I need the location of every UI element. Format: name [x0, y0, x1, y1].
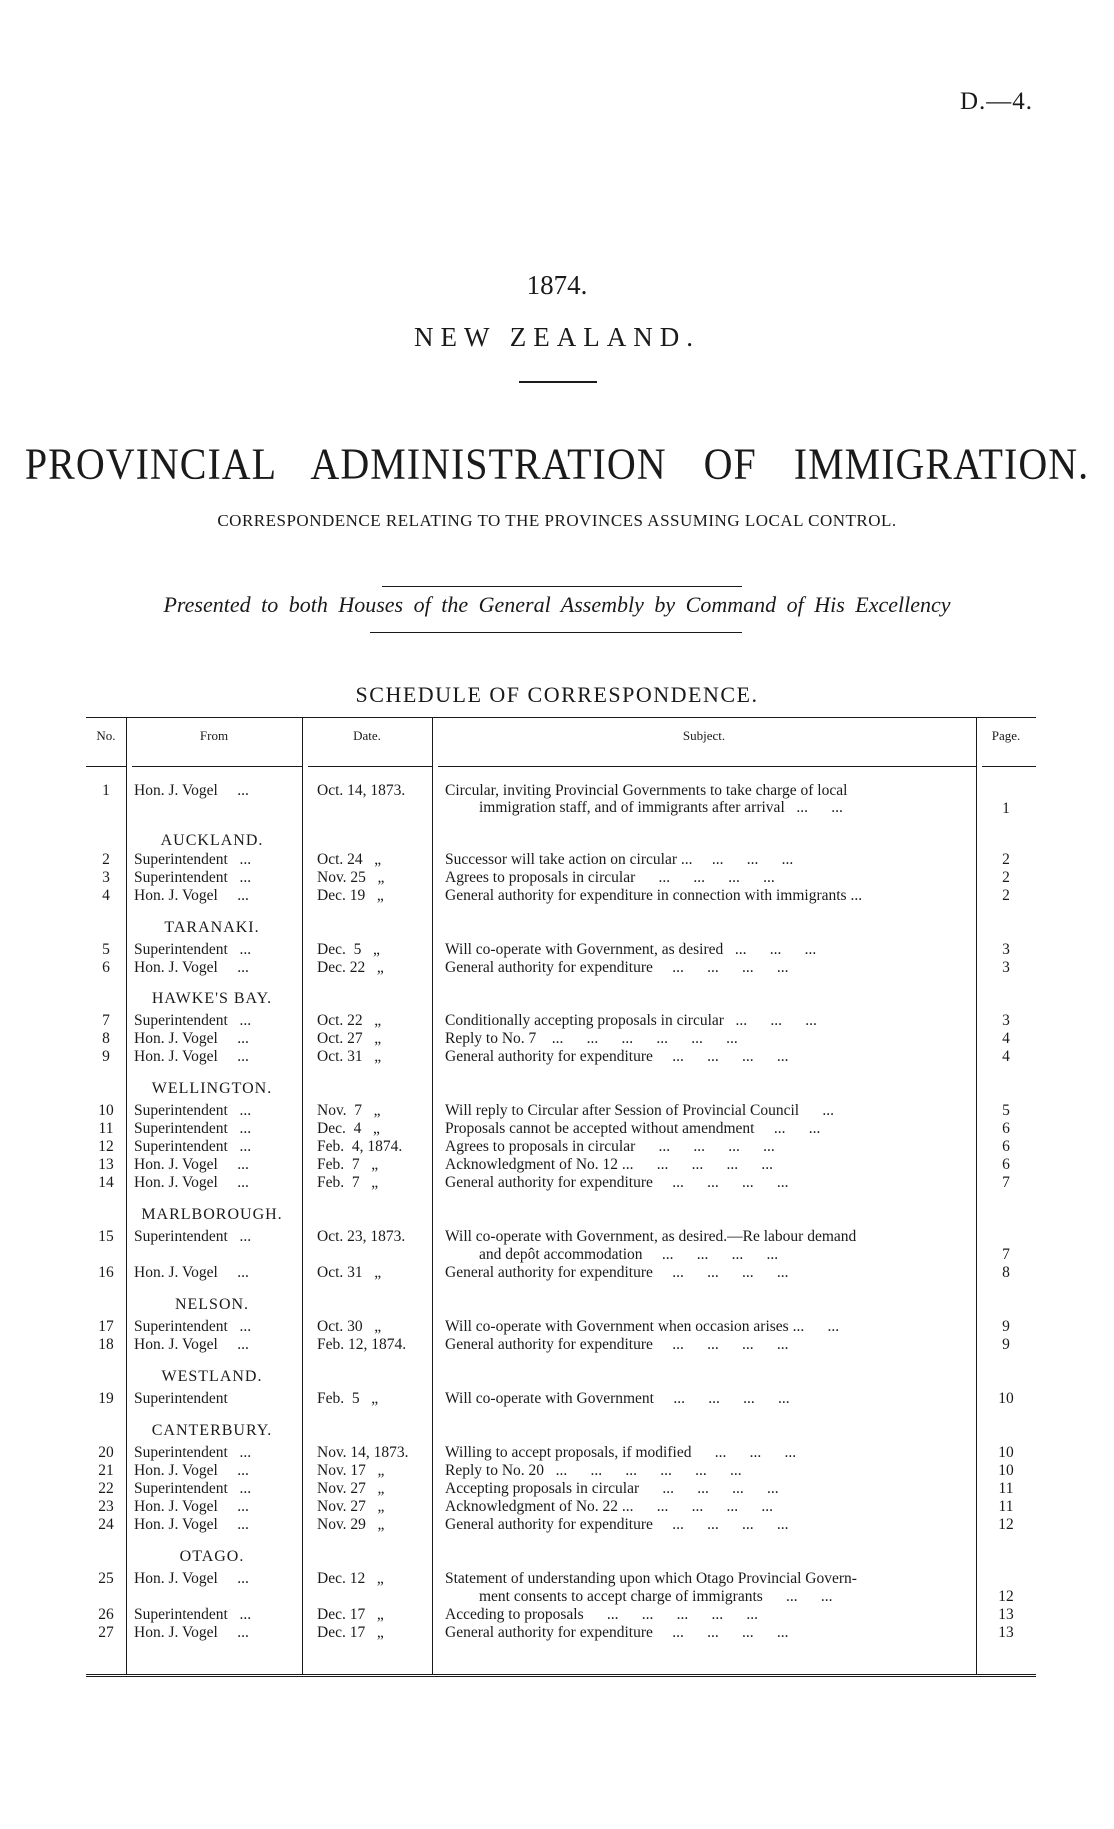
row-number: 25 [98, 1570, 114, 1587]
row-page: 6 [1002, 1156, 1010, 1173]
province-heading: CANTERBURY. [151, 1422, 273, 1439]
row-page: 12 [998, 1588, 1014, 1605]
row-from: Superintendent ... [134, 941, 252, 958]
row-number: 2 [102, 851, 110, 868]
province-heading: AUCKLAND. [160, 832, 264, 849]
header-rule [308, 766, 432, 767]
row-subject: General authority for expenditure ... ... ... ... [445, 1516, 789, 1533]
row-page: 9 [1002, 1336, 1010, 1353]
row-page: 11 [998, 1480, 1014, 1497]
row-from: Hon. J. Vogel ... [134, 1624, 249, 1641]
row-from: Superintendent ... [134, 869, 252, 886]
row-from: Hon. J. Vogel ... [134, 1462, 249, 1479]
row-subject-continued: and depôt accommodation ... ... ... ... [479, 1246, 779, 1263]
row-subject: General authority for expenditure ... ... ... ... [445, 1174, 789, 1191]
column-header-from: From [199, 728, 229, 743]
row-date: Dec. 19 „ [317, 887, 384, 904]
province-heading: NELSON. [174, 1296, 250, 1313]
row-subject: Will co-operate with Government, as desired.—Re labour demand [445, 1228, 857, 1245]
row-page: 10 [998, 1444, 1014, 1461]
column-header-subject: Subject. [682, 728, 726, 743]
presented-line: Presented to both Houses of the General Assembly by Command of His Excellency [163, 592, 951, 617]
row-from: Superintendent ... [134, 1012, 252, 1029]
row-number: 1 [102, 782, 110, 799]
row-from: Superintendent [134, 1390, 228, 1407]
row-page: 12 [998, 1516, 1014, 1533]
row-subject: Acknowledgment of No. 22 ... ... ... ... ... [445, 1498, 774, 1515]
document-reference: D.—4. [960, 88, 1034, 115]
schedule-title: SCHEDULE OF CORRESPONDENCE. [355, 682, 759, 707]
country-heading: NEW ZEALAND. [414, 322, 700, 352]
province-heading: WESTLAND. [161, 1368, 263, 1385]
row-from: Superintendent ... [134, 1120, 252, 1137]
row-subject: General authority for expenditure ... ... ... ... [445, 1048, 789, 1065]
table-top-rule [86, 717, 1036, 718]
row-number: 20 [98, 1444, 114, 1461]
row-number: 8 [102, 1030, 110, 1047]
divider [519, 381, 597, 383]
row-number: 18 [98, 1336, 114, 1353]
row-number: 11 [98, 1120, 114, 1137]
row-number: 16 [98, 1264, 114, 1281]
row-date: Nov. 25 „ [317, 869, 385, 886]
row-page: 4 [1002, 1048, 1010, 1065]
row-from: Superintendent ... [134, 1444, 252, 1461]
row-date: Dec. 17 „ [317, 1606, 384, 1623]
page-title: PROVINCIAL ADMINISTRATION OF IMMIGRATION. [24, 438, 1090, 489]
row-number: 13 [98, 1156, 114, 1173]
row-subject: Agrees to proposals in circular ... ... ... ... [445, 869, 775, 886]
province-heading: TARANAKI. [164, 919, 260, 936]
row-date: Nov. 27 „ [317, 1480, 385, 1497]
row-subject: Will co-operate with Government, as desired ... ... ... [445, 941, 817, 958]
row-from: Hon. J. Vogel ... [134, 782, 249, 799]
province-heading: OTAGO. [179, 1548, 245, 1565]
header-rule [438, 766, 976, 767]
row-subject: General authority for expenditure ... ... ... ... [445, 1624, 789, 1641]
row-date: Nov. 14, 1873. [317, 1444, 409, 1461]
column-header-no: No. [96, 728, 116, 743]
row-from: Hon. J. Vogel ... [134, 1030, 249, 1047]
row-subject: Willing to accept proposals, if modified ... ... ... [445, 1444, 797, 1461]
row-from: Superintendent ... [134, 851, 252, 868]
row-date: Feb. 4, 1874. [317, 1138, 403, 1155]
row-number: 24 [98, 1516, 114, 1533]
row-date: Feb. 5 „ [317, 1390, 379, 1407]
divider [370, 632, 742, 633]
row-from: Superintendent ... [134, 1138, 252, 1155]
row-date: Dec. 5 „ [317, 941, 380, 958]
table-bottom-rule [86, 1674, 1036, 1679]
row-from: Superintendent ... [134, 1480, 252, 1497]
row-subject: Reply to No. 7 ... ... ... ... ... ... [445, 1030, 738, 1047]
row-date: Feb. 7 „ [317, 1156, 379, 1173]
row-subject: Proposals cannot be accepted without amendment ... ... [445, 1120, 821, 1137]
row-from: Hon. J. Vogel ... [134, 1570, 249, 1587]
row-page: 3 [1002, 941, 1010, 958]
row-date: Dec. 17 „ [317, 1624, 384, 1641]
row-page: 7 [1002, 1174, 1010, 1191]
row-subject: Acceding to proposals ... ... ... ... ... [445, 1606, 758, 1623]
row-page: 1 [1002, 800, 1010, 817]
row-date: Nov. 17 „ [317, 1462, 385, 1479]
row-date: Oct. 31 „ [317, 1048, 382, 1065]
row-page: 6 [1002, 1120, 1010, 1137]
row-from: Hon. J. Vogel ... [134, 1336, 249, 1353]
row-from: Hon. J. Vogel ... [134, 887, 249, 904]
row-date: Feb. 7 „ [317, 1174, 379, 1191]
column-divider [126, 717, 127, 1674]
column-divider [976, 717, 977, 1674]
row-number: 6 [102, 959, 110, 976]
row-date: Oct. 27 „ [317, 1030, 382, 1047]
row-date: Oct. 31 „ [317, 1264, 382, 1281]
header-rule [132, 766, 302, 767]
row-date: Dec. 4 „ [317, 1120, 380, 1137]
row-number: 27 [98, 1624, 114, 1641]
row-page: 7 [1002, 1246, 1010, 1263]
header-rule [982, 766, 1036, 767]
row-number: 22 [98, 1480, 114, 1497]
row-from: Superintendent ... [134, 1606, 252, 1623]
row-page: 5 [1002, 1102, 1010, 1119]
row-page: 8 [1002, 1264, 1010, 1281]
row-number: 17 [98, 1318, 114, 1335]
row-page: 10 [998, 1462, 1014, 1479]
row-page: 2 [1002, 851, 1010, 868]
row-date: Nov. 29 „ [317, 1516, 385, 1533]
row-subject: Agrees to proposals in circular ... ... ... ... [445, 1138, 775, 1155]
row-from: Hon. J. Vogel ... [134, 1048, 249, 1065]
row-from: Hon. J. Vogel ... [134, 1174, 249, 1191]
row-subject: General authority for expenditure ... ... ... ... [445, 1336, 789, 1353]
row-from: Superintendent ... [134, 1102, 252, 1119]
header-rule [86, 766, 126, 767]
column-divider [432, 717, 433, 1674]
column-header-date: Date. [353, 728, 381, 743]
row-number: 26 [98, 1606, 114, 1623]
row-subject: Accepting proposals in circular ... ... ... ... [445, 1480, 779, 1497]
row-number: 21 [98, 1462, 114, 1479]
row-date: Oct. 22 „ [317, 1012, 382, 1029]
row-date: Dec. 12 „ [317, 1570, 384, 1587]
page-subtitle: CORRESPONDENCE RELATING TO THE PROVINCES ASSUMING LOCAL CONTROL. [217, 511, 897, 530]
column-divider [302, 717, 303, 1674]
row-from: Superintendent ... [134, 1318, 252, 1335]
row-page: 2 [1002, 887, 1010, 904]
row-subject: Circular, inviting Provincial Governments to take charge of local [445, 782, 848, 799]
province-heading: MARLBOROUGH. [141, 1206, 283, 1223]
row-date: Oct. 24 „ [317, 851, 382, 868]
province-heading: HAWKE'S BAY. [151, 990, 273, 1007]
row-from: Hon. J. Vogel ... [134, 1498, 249, 1515]
row-number: 3 [102, 869, 110, 886]
row-subject: General authority for expenditure ... ... ... ... [445, 1264, 789, 1281]
row-number: 15 [98, 1228, 114, 1245]
row-subject: Conditionally accepting proposals in circular ... ... ... [445, 1012, 817, 1029]
row-date: Nov. 27 „ [317, 1498, 385, 1515]
row-page: 13 [998, 1606, 1014, 1623]
row-number: 4 [102, 887, 110, 904]
row-subject-continued: ment consents to accept charge of immigrants ... ... [479, 1588, 833, 1605]
row-number: 7 [102, 1012, 110, 1029]
row-number: 12 [98, 1138, 114, 1155]
row-page: 10 [998, 1390, 1014, 1407]
row-subject-continued: immigration staff, and of immigrants after arrival ... ... [479, 799, 843, 816]
row-number: 19 [98, 1390, 114, 1407]
province-heading: WELLINGTON. [151, 1080, 273, 1097]
row-page: 13 [998, 1624, 1014, 1641]
divider [382, 586, 742, 587]
row-date: Oct. 14, 1873. [317, 782, 406, 799]
row-from: Superintendent ... [134, 1228, 252, 1245]
row-number: 23 [98, 1498, 114, 1515]
row-number: 5 [102, 941, 110, 958]
row-page: 3 [1002, 1012, 1010, 1029]
row-date: Dec. 22 „ [317, 959, 384, 976]
row-page: 11 [998, 1498, 1014, 1515]
row-date: Feb. 12, 1874. [317, 1336, 407, 1353]
row-page: 6 [1002, 1138, 1010, 1155]
row-number: 14 [98, 1174, 114, 1191]
row-subject: Reply to No. 20 ... ... ... ... ... ... [445, 1462, 742, 1479]
row-date: Oct. 23, 1873. [317, 1228, 406, 1245]
row-subject: General authority for expenditure ... ... ... ... [445, 959, 789, 976]
row-from: Hon. J. Vogel ... [134, 1156, 249, 1173]
row-from: Hon. J. Vogel ... [134, 959, 249, 976]
row-number: 9 [102, 1048, 110, 1065]
row-subject: Statement of understanding upon which Otago Provincial Govern- [445, 1570, 857, 1587]
row-subject: Acknowledgment of No. 12 ... ... ... ... ... [445, 1156, 774, 1173]
row-subject: Will co-operate with Government ... ... ... ... [445, 1390, 790, 1407]
row-subject: Successor will take action on circular ... ... ... ... [445, 851, 794, 868]
row-page: 3 [1002, 959, 1010, 976]
row-page: 9 [1002, 1318, 1010, 1335]
row-from: Hon. J. Vogel ... [134, 1264, 249, 1281]
row-date: Oct. 30 „ [317, 1318, 382, 1335]
year-heading: 1874. [526, 270, 588, 300]
row-subject: General authority for expenditure in connection with immigrants ... [445, 887, 863, 904]
row-page: 2 [1002, 869, 1010, 886]
row-number: 10 [98, 1102, 114, 1119]
column-header-page: Page. [991, 728, 1021, 743]
row-subject: Will reply to Circular after Session of Provincial Council ... [445, 1102, 834, 1119]
row-page: 4 [1002, 1030, 1010, 1047]
row-date: Nov. 7 „ [317, 1102, 381, 1119]
row-subject: Will co-operate with Government when occasion arises ... ... [445, 1318, 840, 1335]
row-from: Hon. J. Vogel ... [134, 1516, 249, 1533]
